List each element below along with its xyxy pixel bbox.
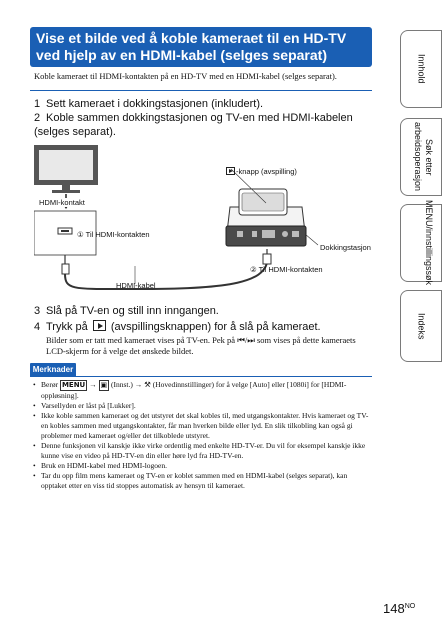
step-1	[34, 97, 374, 111]
note-item: • Ikke koble sammen kameraet og det utstyret det skal kobles til, med utgangskontakter. Hvis kameraet og TV-en kobles sammen med utgangskontakter, får man hverken bilde eller lyd. En slik tilkobling kan også gi problemer med kameraet og/eller det tilkoblede utstyret.	[33, 411, 373, 441]
page-title: Vise et bilde ved å koble kameraet til en HD-TV ved hjelp av en HDMI-kabel (selges separat)	[30, 27, 372, 67]
tab-label: Søk etter arbeidsoperasjon	[413, 122, 434, 192]
step-4	[34, 320, 374, 334]
note-text: (Innst.) →	[111, 380, 143, 389]
tab-label: MENU/innstillingssøk	[424, 200, 434, 286]
label-playback-text: -knapp (avspilling)	[236, 167, 297, 176]
main-settings-icon: ⚒	[144, 380, 151, 389]
note-item	[33, 380, 373, 401]
leader-dock	[305, 234, 318, 245]
page-number	[383, 600, 415, 616]
page-number-suffix: NO	[404, 603, 416, 610]
step-4-desc-pre: Bilder som er tatt med kameraet vises på TV-en. Pek på	[46, 335, 236, 345]
menu-icon: MENU	[61, 381, 86, 389]
diagram-illustration	[34, 141, 374, 296]
tab-label: Indeks	[416, 312, 427, 340]
notes-list	[33, 380, 373, 491]
step-text-post: (avspillingsknappen) for å slå på kameraet.	[110, 321, 321, 333]
tv-illustration	[34, 145, 98, 193]
cable-plug-2	[263, 254, 271, 264]
dock-illustration	[226, 189, 306, 246]
step-number: 1	[34, 98, 41, 110]
page-number-value: 148	[383, 601, 405, 616]
step-number: 2	[34, 112, 41, 124]
tab-menu-innstillingssok[interactable]	[400, 200, 442, 286]
note-item: • Denne funksjonen vil kanskje ikke virke ordentlig med enkelte HD-TV-er. Du vil for eksempel kanskje ikke kunne vise en video på HD-TV-en din eller høre lyd fra HD-TV-en.	[33, 441, 373, 461]
step-number: 4	[34, 321, 41, 333]
hdmi-cable	[65, 263, 267, 289]
intro-divider	[30, 90, 372, 91]
intro-text: Koble kameraet til HDMI-kontakten på en HD-TV med en HDMI-kabel (selges separat).	[34, 71, 337, 81]
playback-icon	[226, 167, 235, 175]
step-4-description	[46, 335, 372, 357]
connection-diagram	[34, 141, 374, 296]
notes-heading: Merknader	[30, 363, 76, 377]
step-number: 3	[34, 305, 41, 317]
note-text: (Hovedinnstillinger) for å velge [Auto] eller [1080i] for [HDMI-oppløsning].	[41, 380, 347, 400]
tab-innhold[interactable]	[400, 30, 442, 108]
label-til-hdmi-1: ① Til HDMI-kontakten	[77, 230, 150, 239]
note-arrow: →	[89, 380, 97, 389]
note-item: • Varsellyden er låst på [Lukker].	[33, 401, 373, 411]
step-4-desc-post: som vises på dette kameraets LCD-skjerm for å velge det ønskede bildet.	[46, 335, 356, 356]
playback-button-icon	[93, 320, 106, 331]
step-text: Sett kameraet i dokkingstasjonen (inkludert).	[46, 98, 264, 110]
settings-icon: ▣	[100, 381, 108, 389]
note-item: • Bruk en HDMI-kabel med HDMI-logoen.	[33, 461, 373, 471]
note-item: • Tar du opp film mens kameraet og TV-en er koblet sammen med en HDMI-kabel (selges separat), kan opptaket etter en viss tid stoppes automatisk av hensyn til kameraet.	[33, 471, 373, 491]
tab-indeks[interactable]	[400, 290, 442, 362]
step-3	[34, 304, 374, 318]
tab-sok-etter[interactable]	[400, 118, 442, 196]
label-til-hdmi-2: ② Til HDMI-kontakten	[250, 265, 323, 274]
note-text: Berør	[41, 380, 59, 389]
step-text-pre: Trykk på	[46, 321, 88, 333]
label-playback	[226, 167, 297, 176]
step-text: Koble sammen dokkingstasjonen og TV-en med HDMI-kabelen (selges separat).	[34, 112, 353, 138]
step-text: Slå på TV-en og still inn inngangen.	[46, 305, 219, 317]
label-dokkingstasjon: Dokkingstasjon	[320, 243, 371, 252]
label-hdmi-kabel: HDMI-kabel	[116, 281, 156, 290]
notes-divider	[30, 376, 372, 377]
label-hdmi-kontakt: HDMI-kontakt	[39, 198, 85, 207]
tab-label: Innhold	[416, 54, 427, 84]
step-2	[34, 111, 374, 139]
prev-next-icon: ⏮/⏭	[237, 335, 255, 345]
